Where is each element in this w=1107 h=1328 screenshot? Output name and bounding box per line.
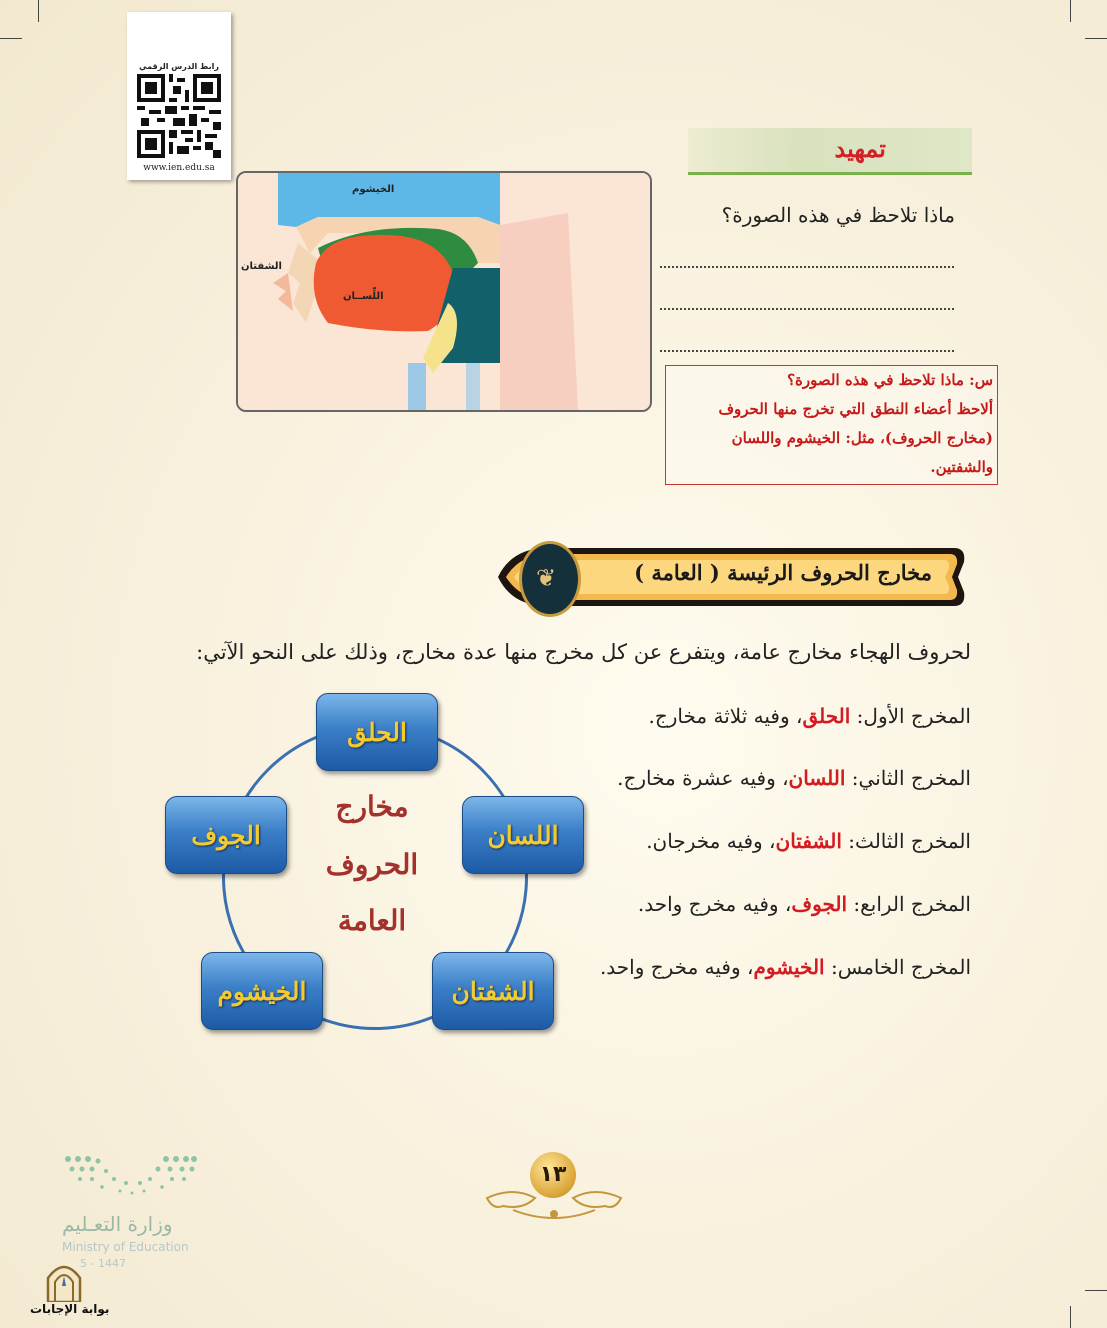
node-label: الشفتان [451, 976, 535, 1006]
crop-mark [1070, 0, 1071, 22]
page-number-ornament [483, 1150, 625, 1222]
point-name: الخيشوم [753, 955, 825, 979]
ministry-year: 5 - 1447 [80, 1257, 126, 1270]
qr-code-icon[interactable] [137, 74, 221, 158]
crop-mark [38, 0, 39, 22]
page-number: ١٣ [530, 1152, 576, 1198]
node-label: الخيشوم [217, 976, 307, 1006]
node-label: الحلق [347, 717, 407, 747]
point-prefix: المخرج الأول: [850, 704, 971, 728]
grape-leaf-icon: ❦ [536, 564, 557, 592]
cycle-node-cavity [165, 796, 287, 874]
section-badge [519, 541, 581, 617]
point-item [600, 955, 971, 979]
point-name: الشفتان [775, 829, 842, 853]
point-name: اللسان [788, 766, 846, 790]
node-label: اللسان [487, 820, 559, 850]
section-intro-text: لحروف الهجاء مخارج عامة، ويتفرع عن كل مخرج منها عدة مخارج، وذلك على النحو الآتي: [196, 640, 971, 664]
section-title: مخارج الحروف الرئيسة ( العامة ) [634, 560, 932, 585]
point-item [646, 829, 971, 853]
crop-mark [0, 38, 22, 39]
speech-organs-illustration [238, 173, 650, 410]
cycle-center-line: العامة [337, 904, 407, 937]
cycle-node-nasal [201, 952, 323, 1030]
point-prefix: المخرج الرابع: [847, 892, 971, 916]
point-prefix: المخرج الخامس: [824, 955, 971, 979]
label-tongue: اللِّســان [343, 291, 384, 302]
point-name: الجوف [791, 892, 848, 916]
intro-question: ماذا تلاحظ في هذه الصورة؟ [721, 203, 955, 227]
label-nasal: الخيشوم [352, 184, 395, 195]
intro-heading-banner [688, 128, 972, 175]
answer-line-blank[interactable] [660, 308, 954, 310]
section-heading-banner [492, 536, 970, 618]
intro-heading: تمهيد [834, 134, 886, 163]
crop-mark [1085, 1290, 1107, 1291]
qr-title: رابط الدرس الرقمي [139, 62, 219, 71]
cycle-center-line: الحروف [325, 848, 419, 881]
point-prefix: المخرج الثاني: [845, 766, 971, 790]
point-suffix: ، وفيه عشرة مخارج. [617, 766, 789, 790]
mosque-portal-icon[interactable] [44, 1258, 84, 1302]
crop-mark [1085, 38, 1107, 39]
label-lips: الشفتان [241, 261, 282, 272]
answer-line-blank[interactable] [660, 350, 954, 352]
point-item [638, 892, 971, 916]
answer-box [665, 365, 998, 485]
point-item [617, 766, 971, 790]
answer-line-blank[interactable] [660, 266, 954, 268]
answer-line: والشفتين. [930, 458, 993, 476]
ministry-dots-icon [62, 1153, 202, 1213]
point-suffix: ، وفيه ثلاثة مخارج. [648, 704, 803, 728]
answer-line: (مخارج الحروف)، مثل: الخيشوم واللسان [731, 429, 993, 447]
cycle-node-throat [316, 693, 438, 771]
ministry-name-en: Ministry of Education [62, 1240, 189, 1254]
point-suffix: ، وفيه مخرج واحد. [637, 892, 792, 916]
portal-name[interactable]: بوابة الإجابات [30, 1302, 110, 1316]
point-suffix: ، وفيه مخرج واحد. [599, 955, 754, 979]
cycle-node-lips [432, 952, 554, 1030]
digital-lesson-card[interactable] [127, 12, 231, 180]
node-label: الجوف [191, 820, 261, 850]
crop-mark [1070, 1306, 1071, 1328]
point-suffix: ، وفيه مخرجان. [646, 829, 776, 853]
qr-url[interactable]: www.ien.edu.sa [143, 163, 215, 173]
point-name: الحلق [802, 704, 851, 728]
point-prefix: المخرج الثالث: [841, 829, 971, 853]
cycle-node-tongue [462, 796, 584, 874]
cycle-center-line: مخارج [335, 790, 409, 823]
speech-organs-figure [236, 171, 652, 412]
answer-line: س: ماذا تلاحظ في هذه الصورة؟ [787, 371, 993, 389]
point-item [649, 704, 972, 728]
ministry-name-ar: وزارة التعـليم [62, 1212, 173, 1236]
answer-line: ألاحظ أعضاء النطق التي تخرج منها الحروف [718, 400, 993, 418]
